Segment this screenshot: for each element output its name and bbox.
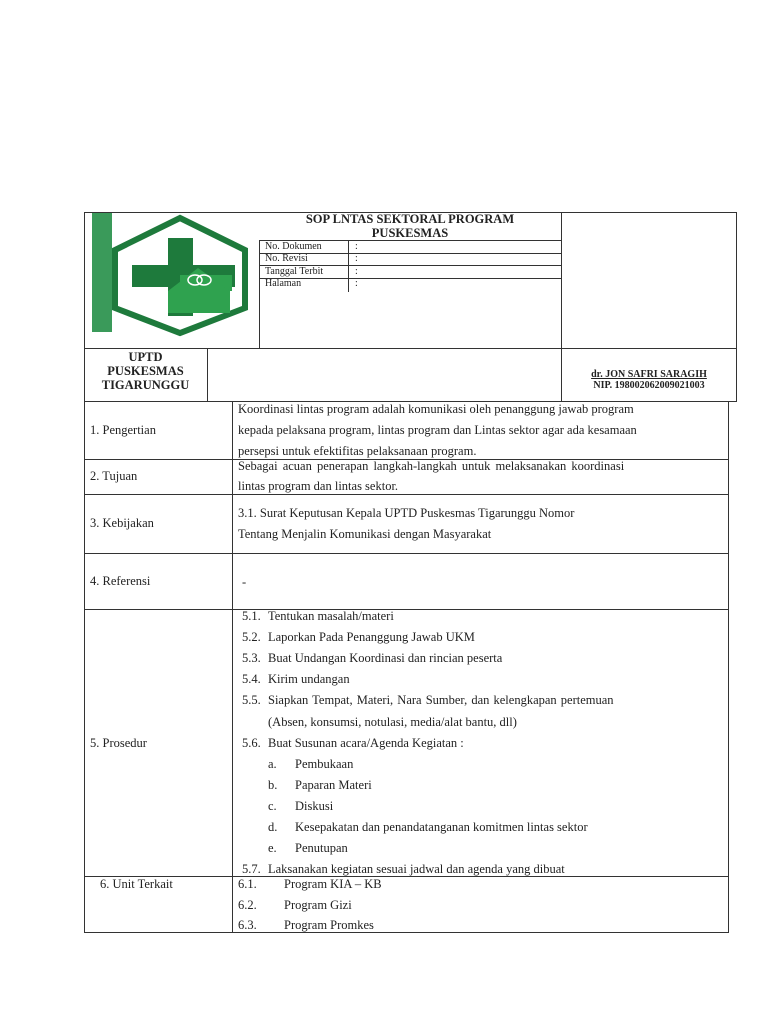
unit-item: Program Gizi — [284, 898, 352, 912]
pengertian-line-3: persepsi untuk efektifitas pelaksanaan program. — [238, 444, 477, 458]
meta-label-dokumen: No. Dokumen — [265, 241, 322, 252]
unit-num: 6.2. — [238, 898, 257, 912]
meta-label-halaman: Halaman — [265, 278, 302, 289]
tujuan-line-1: Sebagai acuan penerapan langkah-langkah untuk melaksanakan koordinasi — [238, 459, 625, 473]
org-name-line2: PUSKESMAS — [107, 364, 184, 378]
puskesmas-logo — [90, 213, 255, 338]
step-num: 5.6. — [242, 736, 261, 750]
step-text: Siapkan Tempat, Materi, Nara Sumber, dan kelengkapan pertemuan — [268, 693, 614, 707]
pengertian-line-1: Koordinasi lintas program adalah komunikasi oleh penanggung jawab program — [238, 402, 634, 416]
agenda-item: Diskusi — [295, 799, 334, 813]
step-num: 5.5. — [242, 693, 261, 707]
kebijakan-line-1: 3.1. Surat Keputusan Kepala UPTD Puskesmas Tigarunggu Nomor — [238, 506, 575, 520]
step-text: Kirim undangan — [268, 672, 350, 686]
pengertian-line-2: kepada pelaksana program, lintas program dan Lintas sektor agar ada kesamaan — [238, 423, 637, 437]
meta-sep-revisi: : — [355, 253, 358, 264]
step-text: Buat Undangan Koordinasi dan rincian peserta — [268, 651, 503, 665]
section-label-prosedur: 5. Prosedur — [90, 736, 147, 750]
unit-item: Program Promkes — [284, 918, 374, 932]
agenda-item: Pembukaan — [295, 757, 354, 771]
agenda-item: Kesepakatan dan penandatanganan komitmen lintas sektor — [295, 820, 588, 834]
agenda-letter: c. — [268, 799, 277, 813]
document-title-line2: PUSKESMAS — [371, 226, 449, 240]
step-text: Buat Susunan acara/Agenda Kegiatan : — [268, 736, 464, 750]
agenda-letter: e. — [268, 841, 277, 855]
step-num: 5.7. — [242, 862, 261, 876]
step-num: 5.2. — [242, 630, 261, 644]
section-label-pengertian: 1. Pengertian — [90, 423, 156, 437]
meta-sep-dokumen: : — [355, 241, 358, 252]
step-text: Tentukan masalah/materi — [268, 609, 394, 623]
section-label-kebijakan: 3. Kebijakan — [90, 516, 154, 530]
step-text: Laporkan Pada Penanggung Jawab UKM — [268, 630, 475, 644]
agenda-item: Paparan Materi — [295, 778, 372, 792]
org-name-line1: UPTD — [128, 350, 163, 364]
section-label-tujuan: 2. Tujuan — [90, 469, 138, 483]
agenda-item: Penutupan — [295, 841, 348, 855]
meta-label-tanggal: Tanggal Terbit — [265, 266, 324, 277]
document-title-line1: SOP LNTAS SEKTORAL PROGRAM — [305, 212, 515, 226]
section-label-unit-terkait: 6. Unit Terkait — [100, 877, 173, 891]
unit-num: 6.1. — [238, 877, 257, 891]
step-text: Laksanakan kegiatan sesuai jadwal dan agenda yang dibuat — [268, 862, 565, 876]
section-label-referensi: 4. Referensi — [90, 574, 151, 588]
meta-label-revisi: No. Revisi — [265, 253, 308, 264]
signer-nip: NIP. 198002062009021003 — [593, 380, 705, 391]
step-num: 5.4. — [242, 672, 261, 686]
referensi-value: - — [242, 575, 247, 589]
agenda-letter: d. — [268, 820, 278, 834]
agenda-letter: a. — [268, 757, 277, 771]
tujuan-line-2: lintas program dan lintas sektor. — [238, 479, 399, 493]
kebijakan-line-2: Tentang Menjalin Komunikasi dengan Masyarakat — [238, 527, 492, 541]
step-num: 5.3. — [242, 651, 261, 665]
agenda-letter: b. — [268, 778, 278, 792]
unit-item: Program KIA – KB — [284, 877, 382, 891]
unit-num: 6.3. — [238, 918, 257, 932]
signer-name: dr. JON SAFRI SARAGIH — [591, 369, 707, 380]
step-num: 5.1. — [242, 609, 261, 623]
org-name-line3: TIGARUNGGU — [101, 378, 190, 392]
meta-sep-tanggal: : — [355, 266, 358, 277]
meta-sep-halaman: : — [355, 278, 358, 289]
step-text-continued: (Absen, konsumsi, notulasi, media/alat bantu, dll) — [268, 715, 517, 729]
